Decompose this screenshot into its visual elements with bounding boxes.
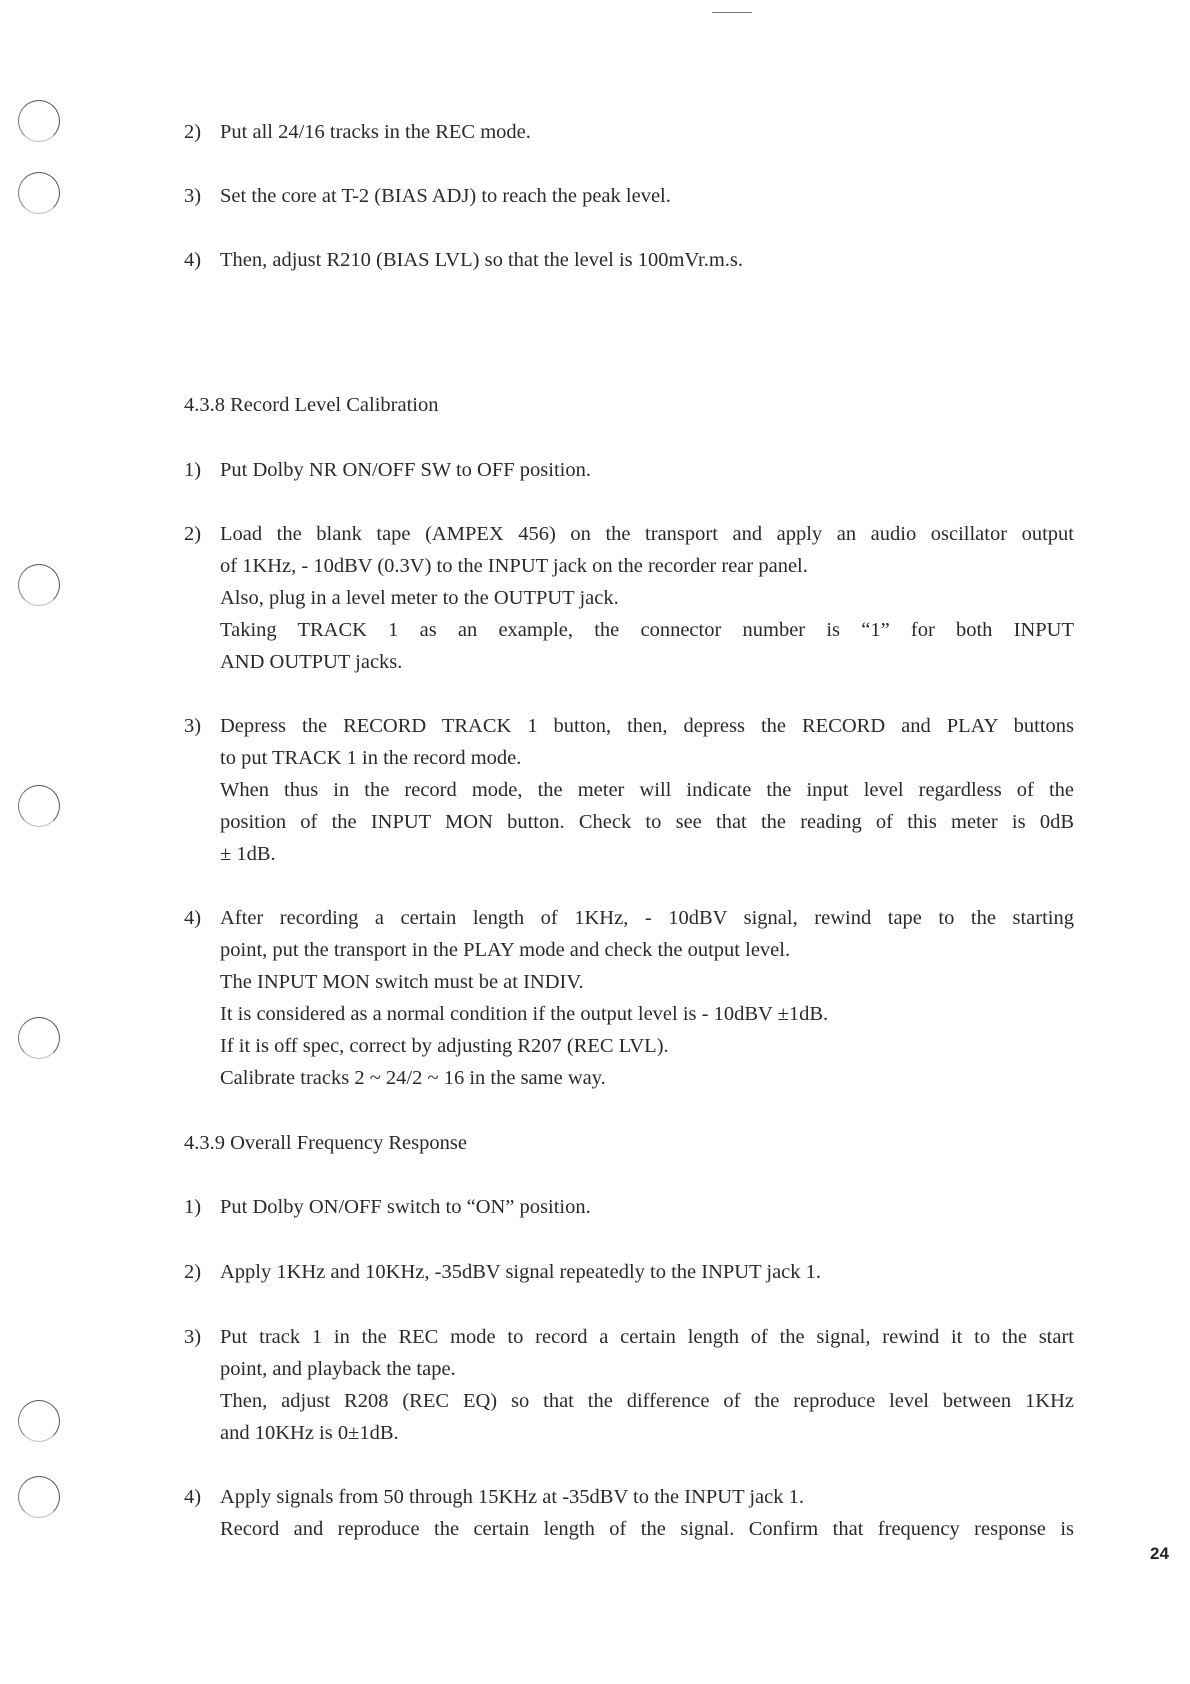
step-text: Then, adjust R210 (BIAS LVL) so that the level is 100mVr.m.s. [220, 249, 744, 271]
step-number: 4) [184, 249, 202, 271]
step-text: Set the core at T-2 (BIAS ADJ) to reach the peak level. [220, 185, 671, 207]
punch-hole-5 [18, 1017, 60, 1059]
step-text: Taking TRACK 1 as an example, the connector number is “1” for both INPUT [220, 619, 1074, 641]
step-number: 4) [184, 1486, 202, 1508]
step-number: 3) [184, 1326, 202, 1348]
step-text: It is considered as a normal condition if the output level is - 10dBV ±1dB. [220, 1003, 829, 1025]
step-text: Record and reproduce the certain length of the signal. Confirm that frequency response is [220, 1518, 1074, 1540]
step-text: Depress the RECORD TRACK 1 button, then, depress the RECORD and PLAY buttons [220, 715, 1074, 737]
step-text: and 10KHz is 0±1dB. [220, 1422, 399, 1444]
step-text: position of the INPUT MON button. Check to see that the reading of this meter is 0dB [220, 811, 1074, 833]
step-text: Also, plug in a level meter to the OUTPUT jack. [220, 587, 619, 609]
punch-hole-6 [18, 1400, 60, 1442]
step-text: The INPUT MON switch must be at INDIV. [220, 971, 584, 993]
punch-hole-7 [18, 1476, 60, 1518]
punch-hole-3 [18, 564, 60, 606]
step-text: Calibrate tracks 2 ~ 24/2 ~ 16 in the same way. [220, 1067, 606, 1089]
section-heading-439: 4.3.9 Overall Frequency Response [184, 1132, 467, 1154]
step-text: Put Dolby NR ON/OFF SW to OFF position. [220, 459, 591, 481]
step-number: 3) [184, 715, 202, 737]
step-text: When thus in the record mode, the meter will indicate the input level regardless of the [220, 779, 1074, 801]
step-text: Load the blank tape (AMPEX 456) on the transport and apply an audio oscillator output [220, 523, 1074, 545]
step-text: point, and playback the tape. [220, 1358, 456, 1380]
step-text: Then, adjust R208 (REC EQ) so that the difference of the reproduce level between 1KHz [220, 1390, 1074, 1412]
step-number: 4) [184, 907, 202, 929]
step-text: Apply signals from 50 through 15KHz at -35dBV to the INPUT jack 1. [220, 1486, 804, 1508]
step-text: If it is off spec, correct by adjusting R207 (REC LVL). [220, 1035, 669, 1057]
step-text: point, put the transport in the PLAY mode and check the output level. [220, 939, 791, 961]
step-number: 2) [184, 121, 202, 143]
punch-hole-1 [18, 100, 60, 142]
step-text: After recording a certain length of 1KHz, - 10dBV signal, rewind tape to the starting [220, 907, 1074, 929]
page-number: 24 [1150, 1544, 1169, 1563]
step-text: Put Dolby ON/OFF switch to “ON” position. [220, 1196, 591, 1218]
section-heading-438: 4.3.8 Record Level Calibration [184, 394, 439, 416]
step-text: Apply 1KHz and 10KHz, -35dBV signal repeatedly to the INPUT jack 1. [220, 1261, 822, 1283]
step-text: Put all 24/16 tracks in the REC mode. [220, 121, 531, 143]
step-text: to put TRACK 1 in the record mode. [220, 747, 522, 769]
step-number: 3) [184, 185, 202, 207]
step-text: ± 1dB. [220, 843, 276, 865]
scan-rule [712, 12, 752, 13]
step-text: of 1KHz, - 10dBV (0.3V) to the INPUT jack on the recorder rear panel. [220, 555, 808, 577]
step-text: AND OUTPUT jacks. [220, 651, 403, 673]
step-number: 1) [184, 459, 202, 481]
step-number: 2) [184, 1261, 202, 1283]
punch-hole-2 [18, 172, 60, 214]
step-number: 2) [184, 523, 202, 545]
step-number: 1) [184, 1196, 202, 1218]
step-text: Put track 1 in the REC mode to record a certain length of the signal, rewind it to the start [220, 1326, 1074, 1348]
punch-hole-4 [18, 785, 60, 827]
